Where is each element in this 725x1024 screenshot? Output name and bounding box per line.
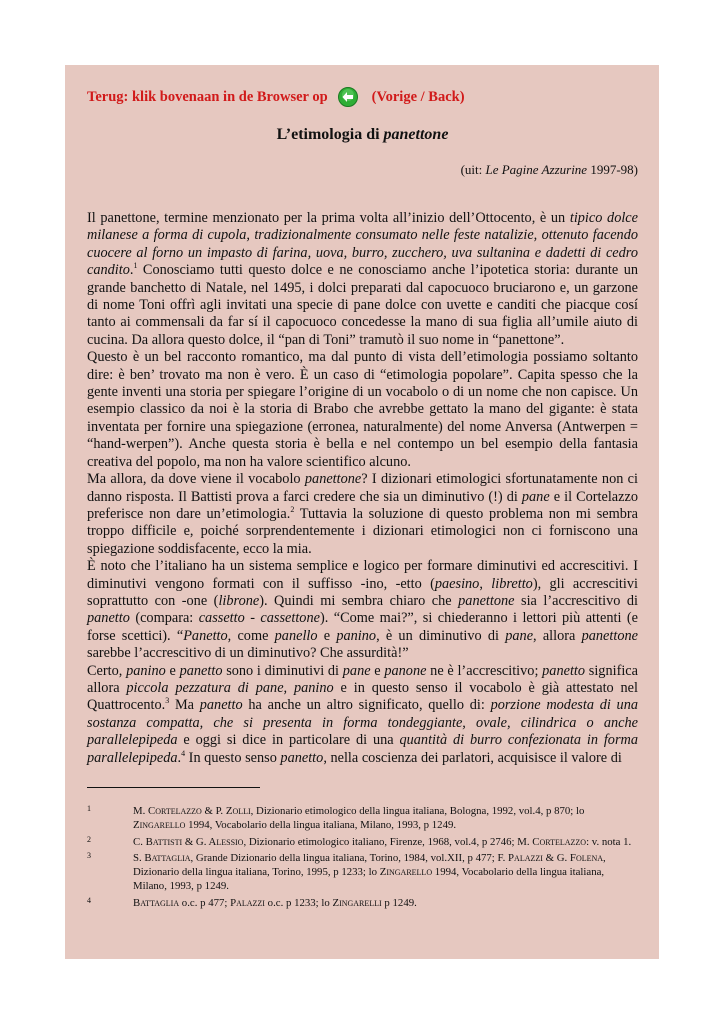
- footnote: [87, 851, 638, 894]
- footnote-ref: 3: [165, 696, 170, 706]
- text-segment: e: [370, 662, 385, 679]
- title-italic: panettone: [383, 126, 449, 143]
- text-segment: & G. F: [542, 851, 576, 864]
- text-segment: ). “Come mai?”, si chiederanno i lettori più attenti (e forse scettici). “: [87, 610, 638, 644]
- text-segment: , allora: [533, 627, 582, 644]
- text-segment: ne è l’accrescitivo;: [426, 662, 543, 679]
- footnote-number: 2: [87, 834, 91, 844]
- text-segment: Conosciamo tutti questo dolce e ne conosciamo anche l’ipotetica storia: durante un grande banchetto di Natale, nel 1495, i dolci preparati dal capocuoco bruciarono e, un garzone di nome Toni offrì agli invitati una specie di pane dolce con uvette e canditi che piacque cosí tanto ai commensali da far sí il capocuoco concedesse la mano di sua figlia all’umile aiuto di cucina. Da allora questo dolce, il “pan di Toni” tramutò il suo nome in “panettone”.: [87, 262, 638, 348]
- body-paragraph: [87, 471, 638, 558]
- footnote-ref: 2: [290, 505, 295, 515]
- text-segment: ingarelli: [339, 896, 382, 909]
- text-segment: quantità di burro confezionata in forma parallelepipeda: [87, 732, 638, 766]
- text-segment: : v. nota 1.: [586, 835, 632, 848]
- text-segment: È noto che l’italiano ha un sistema semplice e logico per formare diminutivi ed accrescitivi. I diminutivi vengono formati con il suffisso -ino, -etto (: [87, 558, 638, 592]
- text-segment: ha anche un altro significato, quello di:: [242, 697, 491, 714]
- back-arrow-icon[interactable]: [338, 87, 358, 107]
- text-segment: Il panettone, termine menzionato per la prima volta all’inizio dell’Ottocento, è un: [87, 210, 570, 226]
- text-segment: panetto: [542, 662, 586, 679]
- text-segment: sia l’accrescitivo di: [514, 592, 638, 609]
- text-segment: S. B: [133, 851, 152, 864]
- text-segment: olena: [575, 851, 604, 864]
- text-segment: , Dizionario della lingua italiana, Torino, 1995, p 1233; lo Z: [133, 851, 606, 879]
- text-segment: pane: [342, 662, 371, 679]
- text-segment: Certo,: [87, 662, 127, 679]
- text-segment: Panetto: [183, 627, 228, 644]
- text-segment: sono i diminutivi di: [222, 662, 343, 679]
- text-segment: e in questo senso il vocabolo è già attestato nel Quattrocento.: [87, 679, 638, 714]
- footnote-ref: 4: [181, 748, 186, 758]
- text-segment: ? I dizionari etimologici sfortunatamente non ci danno risposta. Il Battisti prova a farci credere che sia un diminutivo (!) di: [87, 471, 638, 505]
- footnote-text: [133, 896, 638, 910]
- text-segment: e oggi si dice in particolare di una: [177, 732, 400, 749]
- text-segment: panetto: [280, 749, 324, 766]
- text-segment: , è un diminutivo di: [376, 627, 506, 644]
- text-segment: significa allora: [87, 662, 638, 696]
- text-segment: Tuttavia la soluzione di questo problema non mi sembra troppo difficile e, poiché sorprendentemente i dizionari etimologici non ci forniscono una spiegazione soddisfacente, ecco la mia.: [87, 505, 638, 557]
- text-segment: In questo senso: [185, 749, 281, 766]
- back-instruction-suffix: (Vorige / Back): [371, 88, 465, 105]
- text-segment: M. C: [133, 805, 156, 817]
- text-segment: paesino: [434, 575, 480, 592]
- source-title: Le Pagine Azzurine: [485, 162, 588, 177]
- text-segment: 1994, Vocabolario della lingua italiana, Milano, 1993, p 1249.: [185, 819, 457, 832]
- text-segment: ortelazzo: [539, 835, 587, 848]
- text-segment: tipico dolce milanese a forma di cupola, tradizionalmente consumato nelle feste natalizie, ottenuto facendo cuocere al forno un impasto di farina, uova, burro, zucchero, uva sultanina e dadetti di cedro candito: [87, 210, 639, 279]
- text-segment: 1994, Vocabolario della lingua italiana, Milano, 1993, p 1249.: [133, 866, 605, 893]
- footnote-number: 3: [87, 850, 91, 860]
- source-citation: [87, 162, 638, 178]
- text-segment: cassetto - cassettone: [198, 610, 320, 627]
- body-paragraph: [87, 349, 638, 471]
- footnote-text: [133, 804, 638, 833]
- body-paragraph: [87, 210, 638, 349]
- back-instruction: [87, 87, 638, 107]
- text-segment: olli: [232, 805, 251, 817]
- text-segment: .: [129, 262, 134, 279]
- text-segment: , Dizionario etimologico italiano, Firenze, 1968, vol.4, p 2746; M. C: [243, 835, 540, 848]
- text-segment: , nella coscienza dei parlatori, acquisisce il valore di: [323, 749, 622, 766]
- body-paragraph: [87, 558, 638, 662]
- text-segment: e: [317, 627, 337, 644]
- text-segment: .: [177, 749, 182, 766]
- text-segment: C. B: [133, 835, 153, 848]
- text-segment: panettone: [304, 471, 362, 488]
- text-segment: ), gli accrescitivi soprattutto con -one (: [87, 575, 638, 609]
- text-segment: & P. Z: [201, 805, 233, 817]
- footnote: [87, 896, 638, 910]
- text-segment: , come: [227, 627, 275, 644]
- text-segment: o.c. p 477; P: [179, 896, 237, 909]
- text-segment: Ma: [169, 697, 200, 714]
- text-segment: panino: [336, 627, 377, 644]
- article-title: [87, 126, 638, 144]
- text-segment: ingarello: [386, 866, 433, 879]
- text-segment: ingarello: [139, 819, 186, 832]
- title-text: L’etimologia di: [276, 126, 384, 143]
- document-page: [65, 65, 659, 959]
- text-segment: lessio: [216, 835, 244, 848]
- text-segment: Questo è un bel racconto romantico, ma dal punto di vista dell’etimologia possiamo soltanto dire: è ben’ trovato ma non è vero. È un caso di “etimologia popolare”. Capita spesso che la gente inventi una storia per spiegare l’origine di un vocabolo o di un nome che non capisce. Un esempio classico da noi è la storia di Brabo che avrebbe gettato la mano del gigante: è stata inventata per fornire una spiegazione (erronea, naturalmente) del nome Anversa (Antwerpen = “hand-werpen”). Anche questa storia è bella e nel contempo un bel esempio della fantasia creativa del popolo, ma non ha valore scientifico alcuno.: [87, 349, 638, 470]
- footnote: [87, 835, 638, 849]
- body-paragraph: [87, 663, 638, 767]
- back-instruction-text: Terug: klik bovenaan in de Browser op: [87, 88, 328, 105]
- text-segment: alazzi: [514, 851, 543, 864]
- text-segment: sarebbe l’accrescitivo di un diminutivo? Che assurdità!”: [87, 645, 409, 662]
- text-segment: attisti: [152, 835, 183, 848]
- footnotes: [87, 804, 638, 910]
- text-segment: p 1249.: [381, 896, 417, 909]
- text-segment: ortelazzo: [155, 805, 202, 817]
- text-segment: panettone: [581, 627, 638, 644]
- footnote-ref: 1: [133, 261, 138, 271]
- text-segment: panetto: [199, 697, 243, 714]
- text-segment: ,: [479, 575, 492, 592]
- text-segment: librone: [218, 592, 260, 609]
- text-segment: Ma allora, da dove viene il vocabolo: [87, 471, 305, 488]
- text-segment: B: [133, 896, 141, 909]
- footnote-number: 1: [87, 804, 91, 813]
- text-segment: o.c. p 1233; lo Z: [264, 896, 340, 909]
- text-segment: , Dizionario etimologico della lingua italiana, Bologna, 1992, vol.4, p 870; lo Z: [133, 805, 585, 832]
- text-segment: & G. A: [182, 835, 217, 848]
- source-prefix: (uit:: [460, 162, 486, 177]
- text-segment: ). Quindi mi sembra chiaro che: [259, 592, 459, 609]
- text-segment: pane: [505, 627, 534, 644]
- text-segment: alazzi: [236, 896, 265, 909]
- text-segment: piccola pezzatura di pane, panino: [126, 679, 334, 696]
- text-segment: attaglia: [140, 896, 180, 909]
- text-segment: , Grande Dizionario della lingua italiana, Torino, 1984, vol.XII, p 477; F. P: [190, 851, 515, 864]
- footnote-text: [133, 851, 638, 894]
- text-segment: porzione modesta di una sostanza compatta, che si presenta in forma tondeggiante, ovale, cilindrica o anche parallelepipeda: [87, 697, 639, 749]
- text-segment: e: [165, 662, 180, 679]
- text-segment: panone: [384, 662, 427, 679]
- text-segment: attaglia: [151, 851, 191, 864]
- text-segment: panetto: [87, 610, 130, 627]
- text-segment: panetto: [179, 662, 223, 679]
- text-segment: panettone: [458, 592, 515, 609]
- text-segment: libretto: [491, 575, 533, 592]
- text-segment: panello: [274, 627, 318, 644]
- footnote-number: 4: [87, 895, 91, 905]
- footnote-divider: [87, 787, 260, 788]
- text-segment: panino: [126, 662, 166, 679]
- footnote-text: [133, 835, 638, 849]
- text-segment: e il Cortelazzo preferisce non dare un’etimologia.: [87, 488, 638, 522]
- footnote: [87, 804, 638, 833]
- source-suffix: 1997-98): [587, 162, 638, 177]
- text-segment: (compara:: [129, 610, 199, 627]
- text-segment: pane: [521, 488, 550, 505]
- article-body: [87, 210, 638, 767]
